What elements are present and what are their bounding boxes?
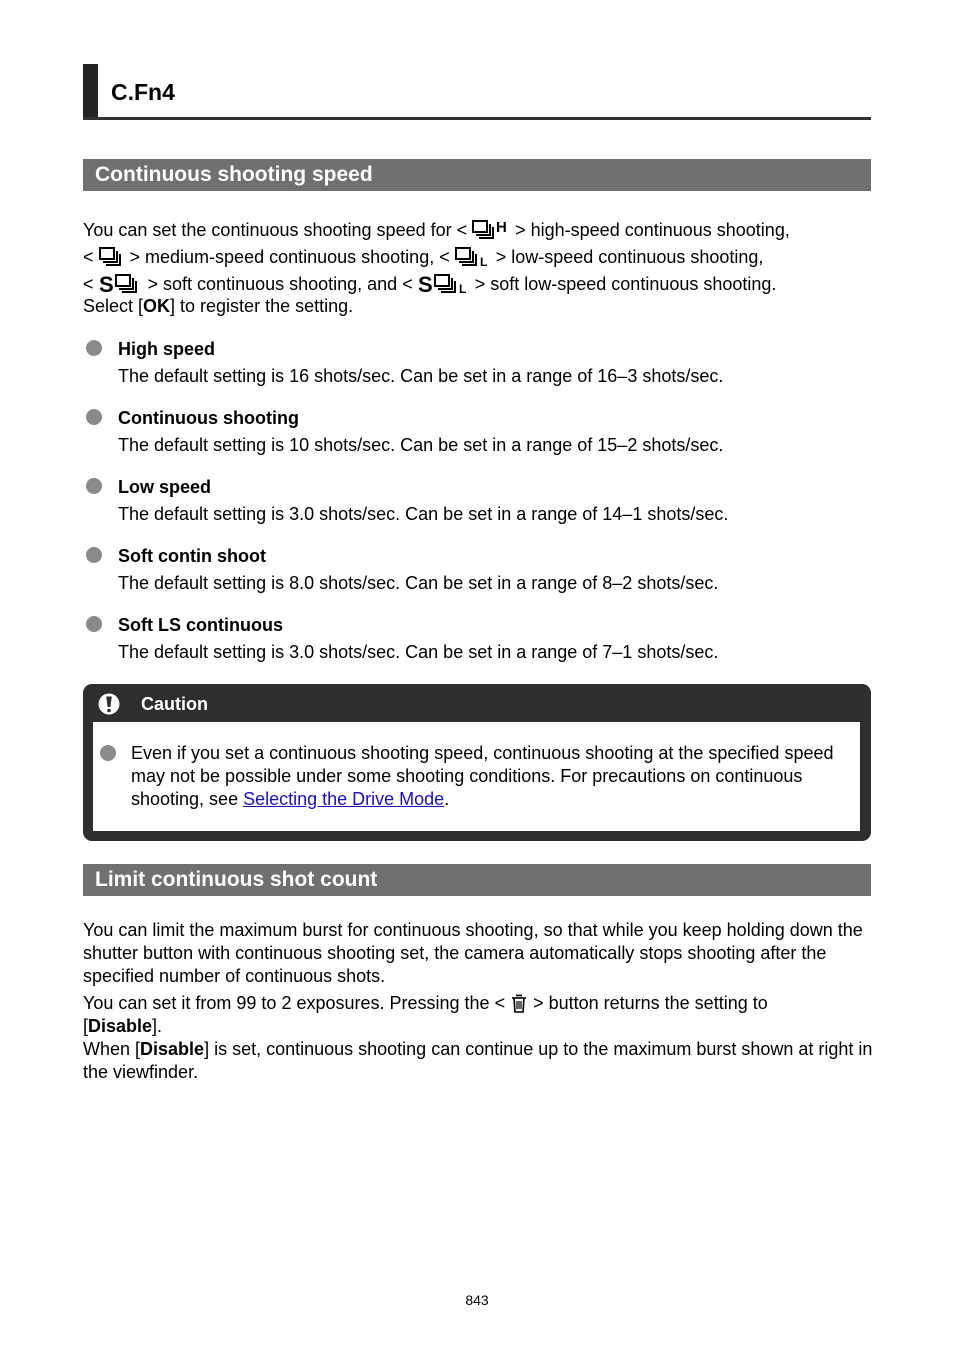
drive-soft-low-speed-icon [418,272,470,294]
erase-trash-icon [510,993,528,1013]
list-item-title: High speed [118,339,216,359]
list-item-desc: The default setting is 10 shots/sec. Can be set in a range of 15–2 shots/sec. [118,435,724,455]
section-heading-limit-shot-count: Limit continuous shot count [83,864,871,896]
page-title [83,64,871,120]
list-item-title: Low speed [118,477,212,497]
svg-text:S: S [417,272,433,294]
disable-label: Disable [140,1039,205,1059]
caution-title: Caution [141,694,208,714]
bullet-dot [86,409,102,425]
page-number: 843 [465,1292,489,1308]
list-item-desc: The default setting is 8.0 shots/sec. Can be set in a range of 8–2 shots/sec. [118,573,719,593]
disable-label: Disable [88,1016,153,1036]
drive-low-speed-icon [455,245,491,267]
bullet-dot [86,478,102,494]
intro-line-4: Select [OK] to register the setting. [83,296,354,316]
caution-body [93,722,860,831]
intro-line-3: < S > soft continuous shooting, and < S L > soft low-speed continuous shooting. [83,272,873,295]
intro-paragraph [83,218,873,318]
intro-line-1: You can set the continuous shooting speed for < H > high-speed continuous shooting, [83,219,790,240]
drive-continuous-icon [99,245,125,267]
limit-paragraph-3: When [Disable] is set, continuous shooting can continue up to the maximum burst shown at right in the viewfinder. [83,1039,873,1082]
title-bar-accent [83,64,98,117]
svg-text:H: H [496,219,507,236]
caution-header [83,684,871,722]
section-heading-continuous-speed: Continuous shooting speed [83,159,871,191]
list-item-desc: The default setting is 3.0 shots/sec. Can be set in a range of 14–1 shots/sec. [118,504,729,524]
caution-exclamation-icon [98,693,120,715]
limit-paragraph-1: You can limit the maximum burst for continuous shooting, so that while you keep holding down the shutter button with continuous shooting set, the camera automatically stops shooting after the specified number of continuous shots. [83,920,863,986]
bullet-dot [86,340,102,356]
list-item-title: Continuous shooting [118,408,299,428]
svg-text:S: S [98,272,114,294]
drive-soft-continuous-icon [99,272,143,294]
intro-line-2: < > medium-speed continuous shooting, < L > low-speed continuous shooting, [83,247,764,267]
list-item-title: Soft contin shoot [118,546,266,566]
list-item-desc: The default setting is 16 shots/sec. Can be set in a range of 16–3 shots/sec. [118,366,724,386]
list-item-title: Soft LS continuous [118,615,283,635]
limit-paragraph-2: You can set it from 99 to 2 exposures. Pressing the < > button returns the setting to [Disable]. [83,993,768,1036]
caution-text: Even if you set a continuous shooting speed, continuous shooting at the specified speed may not be possible under some shooting conditions. For precautions on continuous shooting, see Selecting the Drive Mode. [131,743,834,809]
page-title-text: C.Fn4 [111,79,175,105]
svg-text:L: L [458,282,467,294]
bullet-dot [86,547,102,563]
svg-text:L: L [479,255,488,267]
bullet-dot [86,616,102,632]
caution-box [83,684,871,841]
drive-high-speed-icon [472,218,510,240]
bullet-dot [100,745,116,761]
selecting-drive-mode-link[interactable]: Selecting the Drive Mode [243,789,445,809]
list-item-desc: The default setting is 3.0 shots/sec. Can be set in a range of 7–1 shots/sec. [118,642,719,662]
ok-label: OK [143,296,171,316]
